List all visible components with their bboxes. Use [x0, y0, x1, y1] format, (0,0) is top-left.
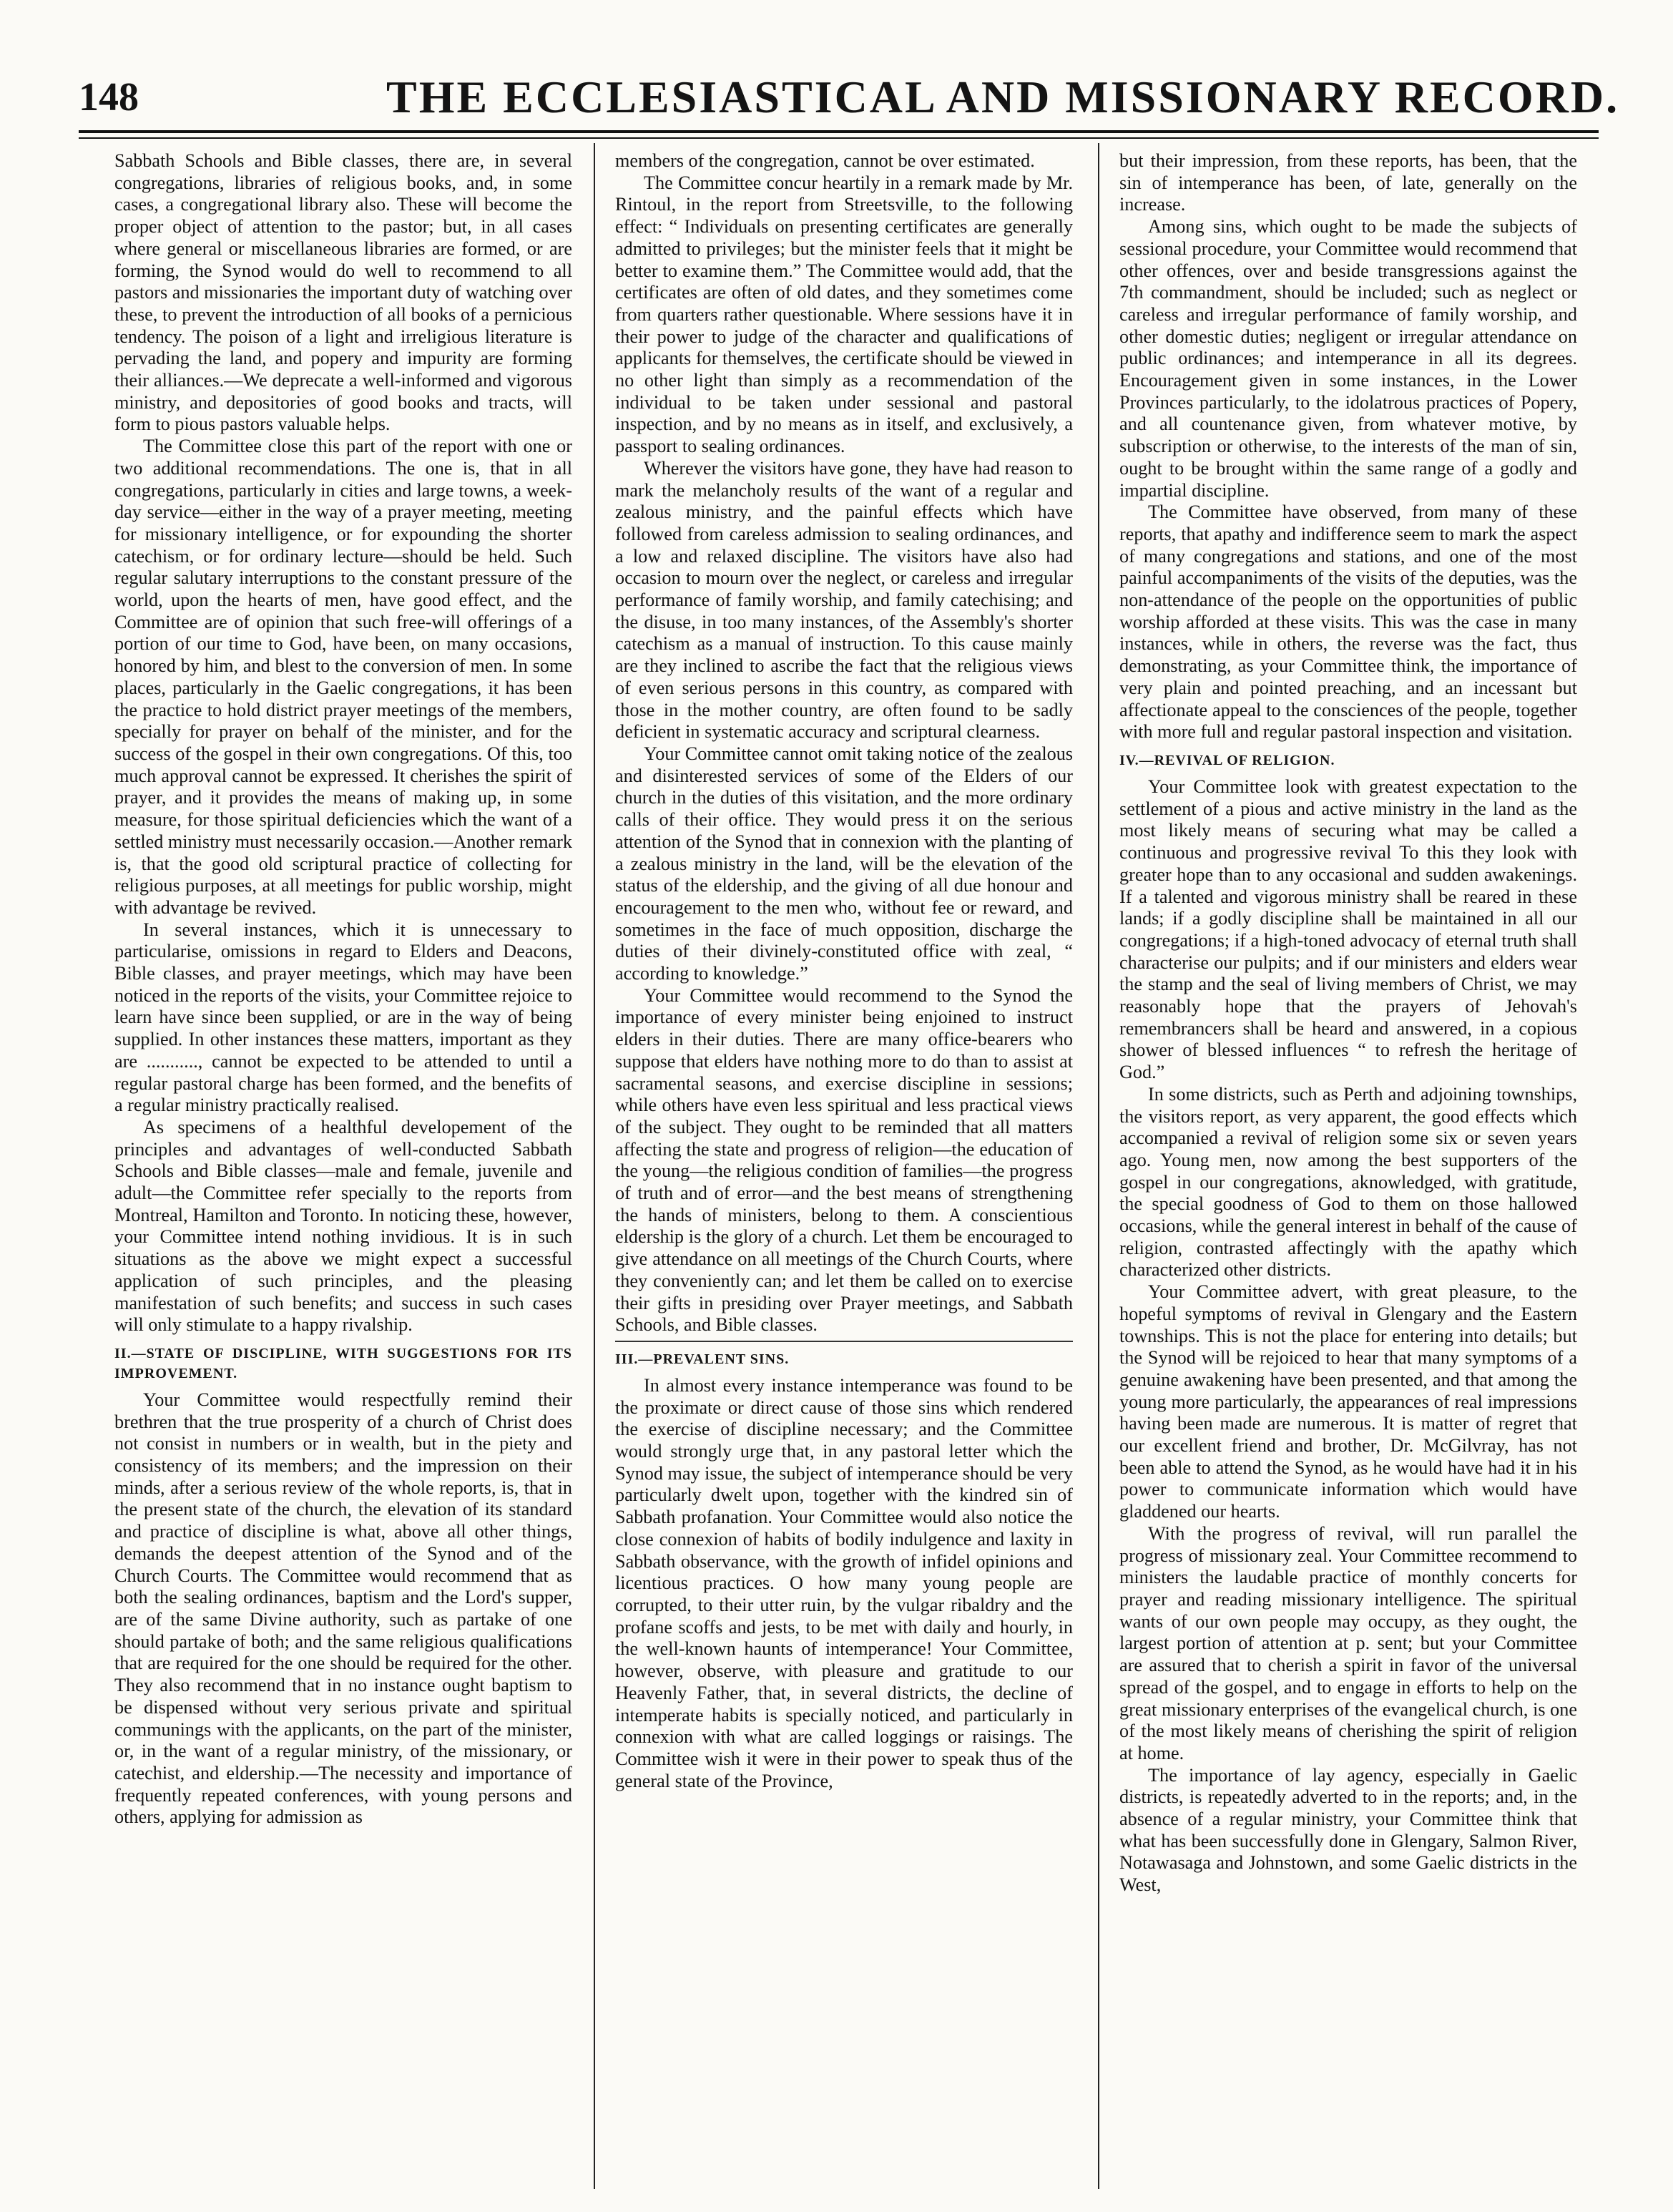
section-rule	[615, 1341, 1073, 1342]
section-heading: III.—PREVALENT SINS.	[615, 1351, 790, 1367]
column-divider	[1098, 143, 1099, 2189]
column-1	[114, 150, 572, 2189]
paragraph: Your Committee look with greatest expectation to the settlement of a pious and active ministry in the land as the most likely means of securing what may be called a continuous and progressive revival To this they look with greater hope than to any occasional and sudden awakenings. If a talented and vigorous ministry shall be reared in these lands; if a godly discipline shall be maintained in all our congregations; if a high-toned advocacy of eternal truth shall characterise our pulpits; and if our ministers and elders wear the stamp and the seal of living members of Christ, we may reasonably hope that the prayers of Jehovah's remembrancers shall be heard and answered, in a copious shower of blessed influences “ to refresh the heritage of God.”	[1119, 775, 1577, 1083]
paragraph: but their impression, from these reports, has been, that the sin of intemperance has been, of late, generally on the increase.	[1119, 150, 1577, 215]
paragraph: Among sins, which ought to be made the subjects of sessional procedure, your Committee would recommend that other offences, over and beside transgressions against the 7th commandment, should be included; such as neglect or careless and irregular performance of family worship, and other domestic duties; negligent or irregular attendance on public ordinances; and intemperance in all its degrees. Encouragement given in some instances, in the Lower Provinces particularly, to the idolatrous practices of Popery, and all countenance given, from whatever motive, by subscription or otherwise, to the interests of the man of sin, ought to be brought within the same range of a godly and impartial discipline.	[1119, 216, 1577, 501]
header-rule-thin	[79, 137, 1599, 139]
journal-title: THE ECCLESIASTICAL AND MISSIONARY RECORD.	[386, 72, 1620, 122]
page-number: 148	[79, 75, 139, 119]
paragraph: The Committee concur heartily in a remark made by Mr. Rintoul, in the report from Streetsville, to the following effect: “ Individuals on presenting certificates are generally admitted to privileges; but the minister feels that it might be better to examine them.” The Committee would add, that the certificates are often of old dates, and they sometimes come from quarters rather questionable. Where sessions have it in their power to judge of the character and qualifications of applicants for themselves, the certificate should be viewed in no other light than simply as a recommendation of the individual to be taken under sessional and pastoral inspection, and by no means as in itself, and exclusively, a passport to sealing ordinances.	[615, 172, 1073, 457]
paragraph: Your Committee cannot omit taking notice of the zealous and disinterested services of some of the Elders of our church in the duties of this visitation, and the more ordinary calls of their office. They would press it on the serious attention of the Synod that in connexion with the planting of a zealous ministry in the land, will be the elevation of the status of the eldership, and the giving of all due honour and encouragement to the men who, without fee or reward, and sometimes in the face of much opposition, discharge the duties of their divinely-constituted office with zeal, “ according to knowledge.”	[615, 743, 1073, 984]
paragraph: Sabbath Schools and Bible classes, there are, in several congregations, libraries of religious books, and, in some cases, a congregational library also. These will become the proper object of attention to the pastor; but, in all cases where general or miscellaneous libraries are formed, or are forming, the Synod would do well to recommend to all pastors and missionaries the important duty of watching over these, to prevent the introduction of all books of a pernicious tendency. The poison of a light and irreligious literature is pervading the land, and popery and impurity are forming their alliances.—We deprecate a well-informed and vigorous ministry, and depositories of good books and tracts, will form to pious pastors valuable helps.	[114, 150, 572, 435]
paragraph: The Committee close this part of the report with one or two additional recommendations. The one is, that in all congregations, particularly in cities and large towns, a week-day service—either in the way of a prayer meeting, meeting for missionary intelligence, or for expounding the shorter catechism, or for ordinary lecture—should be held. Such regular salutary interruptions to the constant pressure of the world, upon the hearts of men, have good effect, and the Committee are of opinion that such free-will offerings of a portion of our time to God, have been, on many occasions, honored by him, and blest to the conversion of men. In some places, particularly in the Gaelic congregations, it has been the practice to hold district prayer meetings of the members, specially for prayer on behalf of the minister, and for the success of the gospel in their own congregations. Of this, too much approval cannot be expressed. It cherishes the spirit of prayer, and it provides the means of making up, in some measure, for those spiritual deficiencies which the want of a settled ministry must necessarily occasion.—Another remark is, that the good old scriptural practice of collecting for religious purposes, at all meetings for public worship, might with advantage be revived.	[114, 436, 572, 918]
paragraph: In some districts, such as Perth and adjoining townships, the visitors report, as very apparent, the good effects which accompanied a revival of religion some six or seven years ago. Young men, now among the best supporters of the gospel in our congregations, aknowledged, with gratitude, the special goodness of God to them on those hallowed occasions, while the general interest in behalf of the cause of religion, contrasted affectingly with the apathy which characterized other districts.	[1119, 1083, 1577, 1281]
paragraph: members of the congregation, cannot be over estimated.	[615, 150, 1035, 171]
section-heading: IV.—REVIVAL OF RELIGION.	[1119, 752, 1335, 768]
paragraph: The importance of lay agency, especially in Gaelic districts, is repeatedly adverted to in the reports; and, in the absence of a regular ministry, your Committee think that what has been successfully done in Glengary, Salmon River, Notawasaga and Johnstown, and some Gaelic districts in the West,	[1119, 1764, 1577, 1896]
paragraph: Your Committee advert, with great pleasure, to the hopeful symptoms of revival in Glengary and the Eastern townships. This is not the place for entering into details; but the Synod will be rejoiced to hear that many symptoms of a genuine awakening have been presented, and that among the young more particularly, the appearances of real impressions having been made are numerous. It is matter of regret that our excellent friend and brother, Dr. McGilvray, has not been able to attend the Synod, as he would have had it in his power to communicate information which would have gladdened our hearts.	[1119, 1281, 1577, 1522]
paragraph: Wherever the visitors have gone, they have had reason to mark the melancholy results of the want of a regular and zealous ministry, and the painful effects which have followed from careless admission to sealing ordinances, and a low and relaxed discipline. The visitors have also had occasion to mourn over the neglect, or careless and irregular performance of family worship, and family catechising; and the disuse, in too many instances, of the Assembly's shorter catechism as a manual of instruction. To this cause mainly are they inclined to ascribe the fact that the religious views of even serious persons in this country, as compared with those in the mother country, are often found to be sadly deficient in systematic accuracy and scriptural clearness.	[615, 457, 1073, 743]
page-header	[79, 69, 1620, 126]
column-divider	[594, 143, 595, 2189]
column-2	[615, 150, 1073, 2189]
paragraph: The Committee have observed, from many of these reports, that apathy and indifference seem to mark the aspect of many congregations and stations, and one of the most painful accompaniments of the visits of the deputies, was the non-attendance of the people on the opportunities of public worship afforded at these visits. This was the case in many instances, while in others, the reverse was the fact, thus demonstrating, as your Committee think, the importance of very plain and pointed preaching, and an incessant but affectionate appeal to the consciences of the people, together with more full and regular pastoral inspection and visitation.	[1119, 501, 1577, 743]
column-3	[1119, 150, 1577, 2189]
paragraph: In several instances, which it is unnecessary to particularise, omissions in regard to Elders and Deacons, Bible classes, and prayer meetings, which may have been noticed in the reports of the visits, your Committee rejoice to learn have since been supplied, or are in the way of being supplied. In other instances these matters, important as they are ..........., cannot be expected to be attended to until a regular pastoral charge has been formed, and the benefits of a regular ministry practically realised.	[114, 919, 572, 1116]
header-rule-thick	[79, 130, 1599, 133]
paragraph: Your Committee would recommend to the Synod the importance of every minister being enjoined to instruct elders in their duties. There are many office-bearers who suppose that elders have nothing more to do than to assist at sacramental seasons, and exercise discipline in sessions; while others have even less spiritual and less practical views of the subject. They ought to be reminded that all matters affecting the state and progress of religion—the education of the young—the religious condition of families—the progress of truth and of error—and the best means of strengthening the hands of ministers, belong to them. A conscientious eldership is the glory of a church. Let them be encouraged to give attendance on all meetings of the Church Courts, where they conveniently can; and let them be called on to exercise their gifts in presiding over Prayer meetings, and Sabbath Schools, and Bible classes.	[615, 984, 1073, 1336]
paragraph: With the progress of revival, will run parallel the progress of missionary zeal. Your Committee recommend to ministers the laudable practice of monthly concerts for prayer and reading missionary intelligence. The spiritual wants of our own people may occupy, as they ought, the largest portion of attention at p. sent; but your Committee are assured that to cherish a spirit in favor of the universal spread of the gospel, and to engage in efforts to help on the great missionary enterprises of the evangelical church, is one of the most likely means of cherishing the spirit of religion at home.	[1119, 1522, 1577, 1763]
paragraph: As specimens of a healthful developement of the principles and advantages of well-conducted Sabbath Schools and Bible classes—male and female, juvenile and adult—the Committee refer specially to the reports from Montreal, Hamilton and Toronto. In noticing these, however, your Committee intend nothing invidious. It is in such situations as the above we might expect a successful application of such principles, and the pleasing manifestation of such benefits; and success in such cases will only stimulate to a happy rivalship.	[114, 1116, 572, 1336]
paragraph: In almost every instance intemperance was found to be the proximate or direct cause of those sins which rendered the exercise of discipline necessary; and the Committee would strongly urge that, in any pastoral letter which the Synod may issue, the subject of intemperance should be very particularly dwelt upon, together with the kindred sin of Sabbath profanation. Your Committee would also notice the close connexion of habits of bodily indulgence and laxity in Sabbath observance, with the growth of infidel opinions and licentious practices. O how many young people are corrupted, to their utter ruin, by the vulgar ribaldry and the profane scoffs and jests, to be met with daily and hourly, in the well-known haunts of intemperance! Your Committee, however, observe, with pleasure and gratitude to our Heavenly Father, that, in several districts, the decline of intemperate habits is specially noticed, and particularly in connexion with what are called loggings or raisings. The Committee wish it were in their power to speak thus of the general state of the Province,	[615, 1374, 1073, 1791]
paragraph: Your Committee would respectfully remind their brethren that the true prosperity of a church of Christ does not consist in numbers or in wealth, but in the piety and consistency of its members; and the impression on their minds, after a serious review of the whole reports, is, that in the present state of the church, the elevation of its standard and practice of discipline is what, above all other things, demands the deepest attention of the Synod and of the Church Courts. The Committee would recommend that as both the sealing ordinances, baptism and the Lord's supper, are of the same Divine authority, such as partake of one should partake of both; and the same religious qualifications that are required for the one should be required for the other. They also recommend that in no instance ought baptism to be dispensed without very serious private and spiritual communings with the applicants, on the part of the minister, or, in the want of a regular ministry, of the missionary, or catechist, and eldership.—The necessity and importance of frequently repeated conferences, with young persons and others, applying for admission as	[114, 1389, 572, 1828]
section-heading: II.—STATE OF DISCIPLINE, WITH SUGGESTIONS FOR ITS IMPROVEMENT.	[114, 1345, 572, 1381]
